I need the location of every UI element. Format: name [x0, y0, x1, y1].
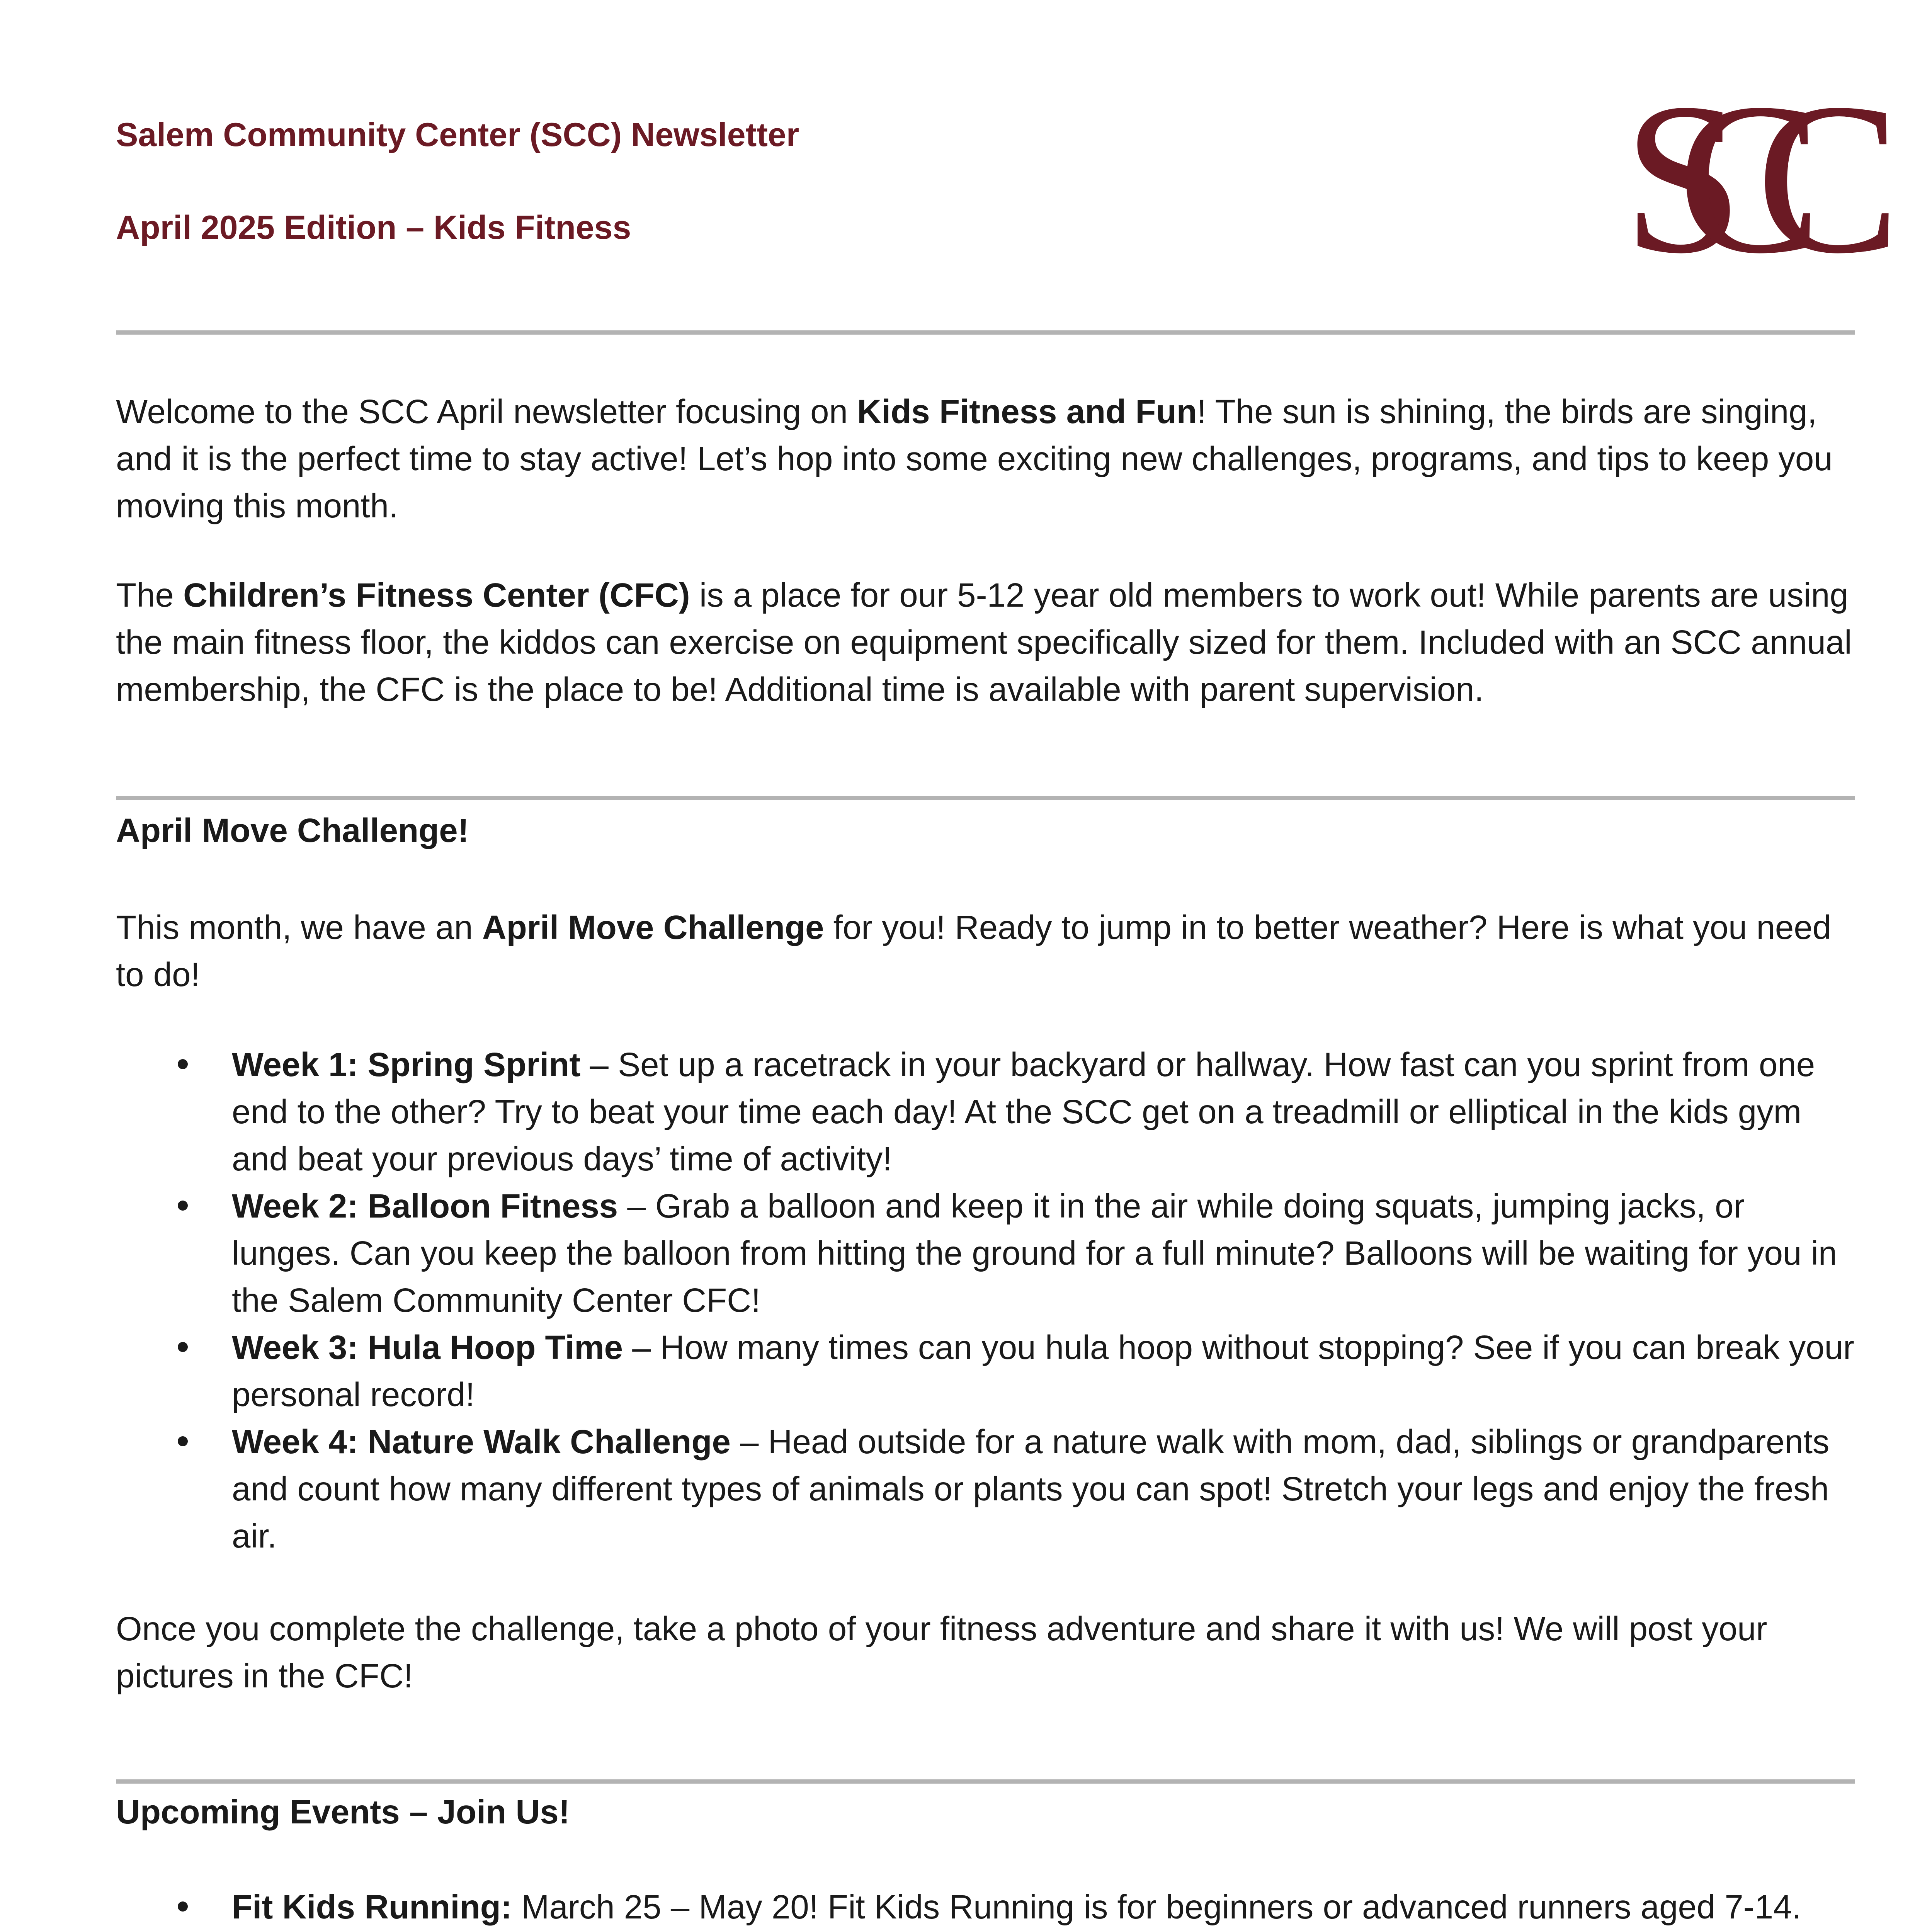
challenge-intro: This month, we have an April Move Challenge for you! Ready to jump in to better weather? Here is what you need to do!: [116, 909, 1832, 993]
newsletter-title: Salem Community Center (SCC) Newsletter: [116, 116, 799, 153]
events-heading: Upcoming Events – Join Us!: [116, 1793, 570, 1831]
edition-subtitle: April 2025 Edition – Kids Fitness: [116, 209, 631, 246]
scc-logo-text: SCC: [1623, 70, 1835, 286]
divider-challenge: [116, 796, 1855, 800]
list-item: Week 1: Spring Sprint – Set up a racetrack in your backyard or hallway. How fast can you sprint from one end to the other? Try to beat your time each day! At the SCC get on a treadmill or elliptical in the kids gym and beat your previous days’ time of activity!: [116, 1041, 1855, 1183]
list-item: Fit Kids Running: March 25 – May 20! Fit Kids Running is for beginners or advanced runners aged 7-14.: [116, 1884, 1855, 1932]
scc-logo: [1623, 70, 1893, 286]
list-item: Week 3: Hula Hoop Time – How many times can you hula hoop without stopping? See if you can break your personal record!: [116, 1324, 1855, 1418]
list-item: Week 2: Balloon Fitness – Grab a balloon and keep it in the air while doing squats, jumping jacks, or lunges. Can you keep the balloon from hitting the ground for a full minute? Balloons will be waiting for you in the Salem Community Center CFC!: [116, 1183, 1855, 1324]
list-item: Week 4: Nature Walk Challenge – Head outside for a nature walk with mom, dad, siblings or grandparents and count how many different types of animals or plants you can spot! Stretch your legs and enjoy the fresh air.: [116, 1418, 1855, 1560]
events-list: [116, 1884, 1855, 1932]
challenge-week-list: [116, 1041, 1855, 1560]
challenge-closing: Once you complete the challenge, take a photo of your fitness adventure and share it with us! We will post your pictures in the CFC!: [116, 1610, 1767, 1695]
intro-paragraph-1: Welcome to the SCC April newsletter focusing on Kids Fitness and Fun! The sun is shining, the birds are singing, and it is the perfect time to stay active! Let’s hop into some exciting new challenges, programs, and tips to keep you moving this month.: [116, 393, 1833, 525]
divider-top: [116, 330, 1855, 335]
challenge-heading: April Move Challenge!: [116, 812, 469, 849]
intro-paragraph-2: The Children’s Fitness Center (CFC) is a place for our 5-12 year old members to work out! While parents are using the main fitness floor, the kiddos can exercise on equipment specifically sized for them. Included with an SCC annual membership, the CFC is the place to be! Additional time is available with parent supervision.: [116, 577, 1852, 708]
divider-events: [116, 1779, 1855, 1784]
